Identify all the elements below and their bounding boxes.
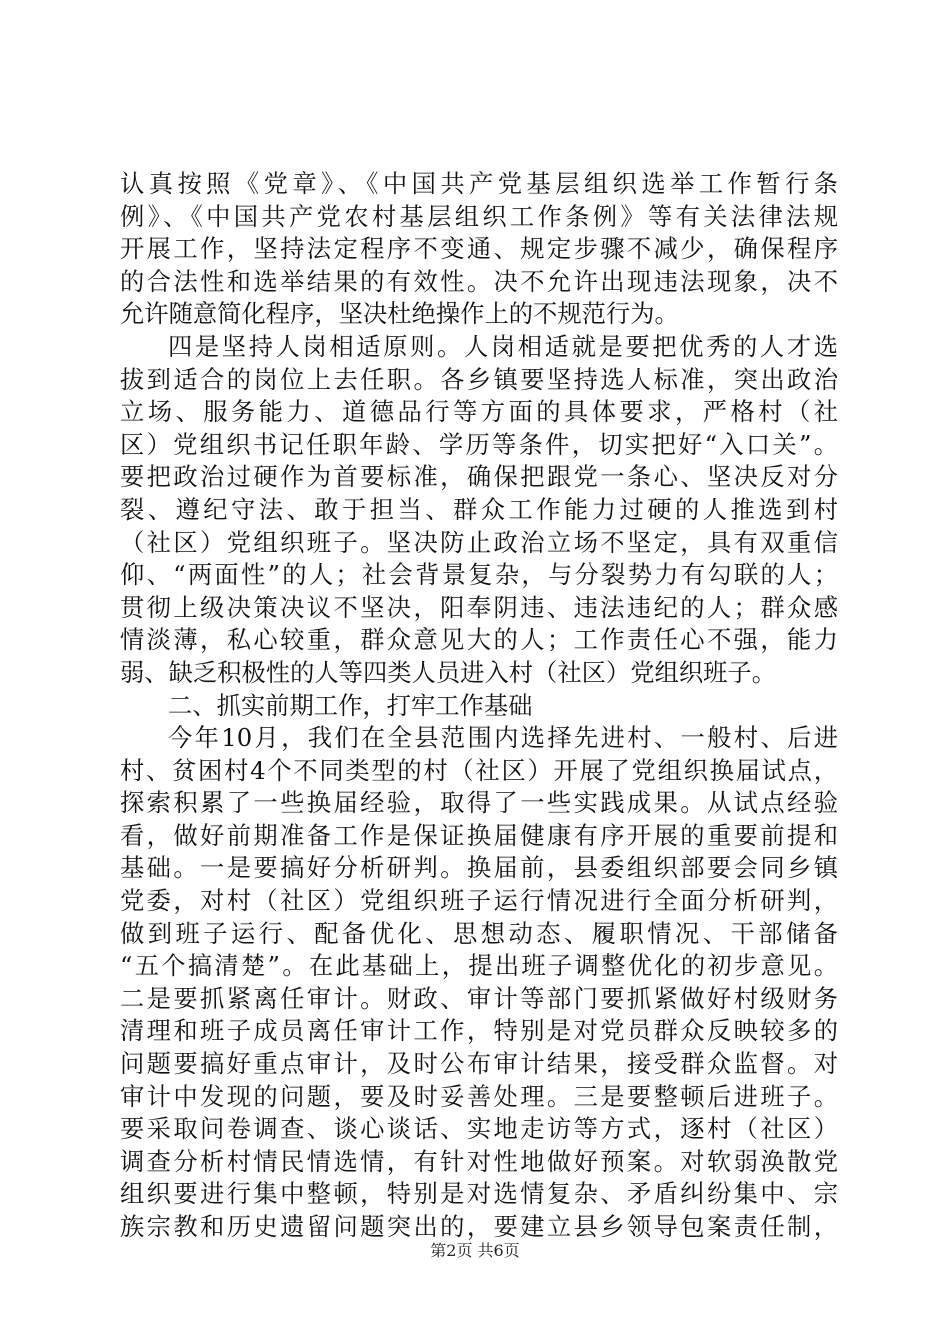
text-line: 组织要进行集中整顿，特别是对选情复杂、矛盾纠纷集中、宗 [120, 1179, 838, 1209]
text-line: 探索积累了一些换届经验，取得了一些实践成果。从试点经验 [120, 788, 838, 818]
text-line: 四是坚持人岗相适原则。人岗相适就是要把优秀的人才选 [168, 331, 838, 361]
text-line: “五个搞清楚”。在此基础上，提出班子调整优化的初步意见。 [120, 951, 838, 981]
text-line: 族宗教和历史遗留问题突出的，要建立县乡领导包案责任制， [120, 1212, 838, 1241]
text-line: 审计中发现的问题，要及时妥善处理。三是要整顿后进班子。 [120, 1081, 838, 1111]
text-line: 开展工作，坚持法定程序不变通、规定步骤不减少，确保程序 [120, 234, 838, 264]
text-line: 二是要抓紧离任审计。财政、审计等部门要抓紧做好村级财务 [120, 983, 838, 1013]
body-text [120, 168, 838, 1244]
text-line: 的合法性和选举结果的有效性。决不允许出现违法现象，决不 [120, 266, 838, 296]
text-line: 区）党组织书记任职年龄、学历等条件，切实把好“入口关”。 [120, 429, 838, 459]
text-line: （社区）党组织班子。坚决防止政治立场不坚定，具有双重信 [120, 527, 838, 557]
text-line: 允许随意简化程序，坚决杜绝操作上的不规范行为。 [120, 299, 679, 329]
text-line: 立场、服务能力、道德品行等方面的具体要求，严格村（社 [120, 397, 838, 427]
text-line: 党委，对村（社区）党组织班子运行情况进行全面分析研判， [120, 886, 838, 916]
text-line: 例》、《中国共产党农村基层组织工作条例》等有关法律法规 [120, 201, 838, 231]
text-line: 要采取问卷调查、谈心谈话、实地走访等方式，逐村（社区） [120, 1114, 838, 1144]
page-footer: 第2页 共6页 [430, 1241, 520, 1260]
text-line: 认真按照《党章》、《中国共产党基层组织选举工作暂行条 [120, 169, 838, 198]
text-line: 调查分析村情民情选情，有针对性地做好预案。对软弱涣散党 [120, 1146, 838, 1176]
text-line: 看，做好前期准备工作是保证换届健康有序开展的重要前提和 [120, 820, 838, 850]
text-line: 弱、缺乏积极性的人等四类人员进入村（社区）党组织班子。 [120, 657, 777, 687]
text-line: 清理和班子成员离任审计工作，特别是对党员群众反映较多的 [120, 1016, 838, 1046]
text-line: 基础。一是要搞好分析研判。换届前，县委组织部要会同乡镇 [120, 853, 838, 883]
text-line: 做到班子运行、配备优化、思想动态、履职情况、干部储备 [120, 918, 838, 948]
text-line: 裂、遵纪守法、敢于担当、群众工作能力过硬的人推选到村 [120, 494, 838, 524]
text-line: 仰、“两面性”的人；社会背景复杂，与分裂势力有勾联的人； [120, 560, 838, 590]
text-line: 贯彻上级决策决议不坚决，阳奉阴违、违法违纪的人；群众感 [120, 592, 838, 622]
text-line: 情淡薄，私心较重，群众意见大的人；工作责任心不强，能力 [120, 625, 838, 655]
text-line: 村、贫困村4个不同类型的村（社区）开展了党组织换届试点， [120, 755, 838, 785]
text-line: 要把政治过硬作为首要标准，确保把跟党一条心、坚决反对分 [120, 462, 838, 492]
text-line: 拔到适合的岗位上去任职。各乡镇要坚持选人标准，突出政治 [120, 364, 838, 394]
text-line: 今年10月，我们在全县范围内选择先进村、一般村、后进 [168, 723, 838, 753]
text-line: 问题要搞好重点审计，及时公布审计结果，接受群众监督。对 [120, 1049, 838, 1079]
text-line: 二、抓实前期工作，打牢工作基础 [168, 690, 533, 720]
